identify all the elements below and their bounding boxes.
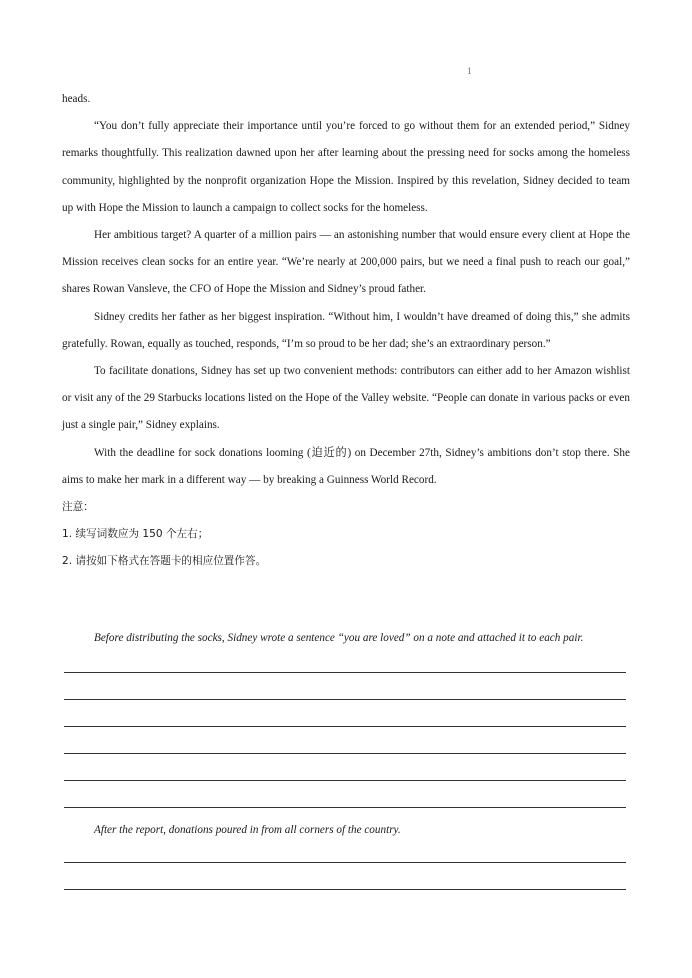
note-item: 1. 续写词数应为 150 个左右； xyxy=(62,528,209,541)
notes-label: 注意： xyxy=(62,501,94,514)
note-item: 2. 请按如下格式在答题卡的相应位置作答。 xyxy=(62,555,267,568)
page-mark: 1 xyxy=(467,66,472,76)
paragraph: “You don’t fully appreciate their importance until you’re forced to go without them for an extended period,” Sidney remarks thoughtfully. This realization dawned upon her after learning about the pressing need for socks among the homeless community, highlighted by the nonprofit organization Hope the Mission. Inspired by this revelation, Sidney decided to team up with Hope the Mission to launch a campaign to collect socks for the homeless. xyxy=(62,120,630,214)
writing-line[interactable] xyxy=(64,699,626,700)
writing-line[interactable] xyxy=(64,726,626,727)
writing-line[interactable] xyxy=(64,753,626,754)
paragraph: heads. xyxy=(62,93,91,105)
paragraph: With the deadline for sock donations looming (迫近的) on December 27th, Sidney’s ambitions don’t stop there. She aims to make her mark in a different way — by breaking a Guinness World Record. xyxy=(62,446,630,486)
paragraph: Sidney credits her father as her biggest inspiration. “Without him, I wouldn’t have dreamed of doing this,” she admits gratefully. Rowan, equally as touched, responds, “I’m so proud to be her dad; she’s an extraordinary person.” xyxy=(62,310,630,350)
section-prompt: Before distributing the socks, Sidney wrote a sentence “you are loved” on a note and attached it to each pair. xyxy=(94,632,584,644)
writing-line[interactable] xyxy=(64,672,626,673)
section-prompt: After the report, donations poured in from all corners of the country. xyxy=(94,824,401,836)
writing-line[interactable] xyxy=(64,862,626,863)
writing-line[interactable] xyxy=(64,807,626,808)
writing-line[interactable] xyxy=(64,889,626,890)
writing-section-2 xyxy=(62,820,628,890)
paragraph: To facilitate donations, Sidney has set up two convenient methods: contributors can either add to her Amazon wishlist or visit any of the 29 Starbucks locations listed on the Hope of the Valley website. “People can donate in various packs or even just a single pair,” Sidney explains. xyxy=(62,365,630,432)
writing-section-1 xyxy=(62,628,628,808)
writing-line[interactable] xyxy=(64,780,626,781)
article-body xyxy=(62,86,630,576)
paragraph: Her ambitious target? A quarter of a million pairs — an astonishing number that would ensure every client at Hope the Mission receives clean socks for an entire year. “We’re nearly at 200,000 pairs, but we need a final push to reach our goal,” shares Rowan Vansleve, the CFO of Hope the Mission and Sidney’s proud father. xyxy=(62,229,630,296)
